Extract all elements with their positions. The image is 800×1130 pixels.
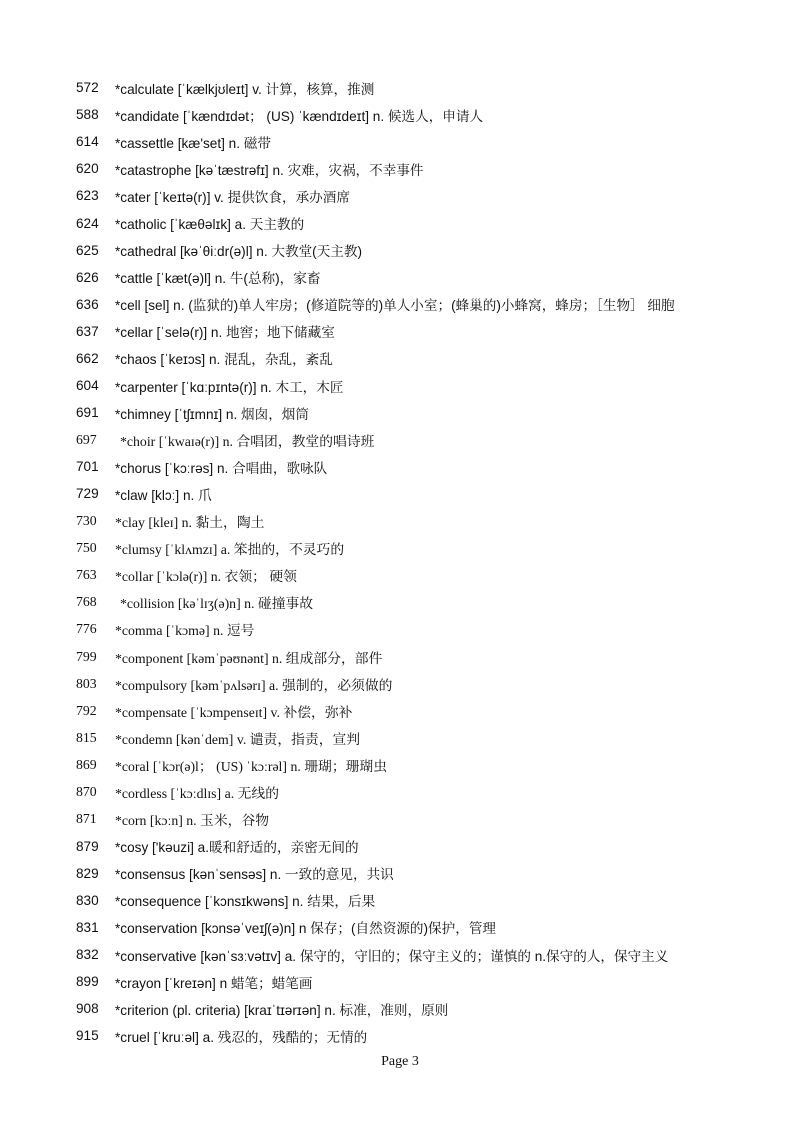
entry-number: 763 (76, 567, 97, 583)
entry-number: 729 (76, 486, 99, 502)
vocab-entry (76, 1022, 776, 1049)
vocab-entry (76, 101, 776, 128)
entry-text: *collar [ˈkɔlə(r)] n. 衣领； 硬领 (115, 569, 297, 585)
entry-text: *condemn [kənˈdem] v. 谴责，指责，宣判 (115, 731, 361, 747)
entry-number: 626 (76, 269, 99, 285)
entry-number: 899 (76, 974, 99, 990)
entry-text: *clay [kleɪ] n. 黏土，陶土 (115, 515, 265, 531)
vocab-entry (76, 453, 776, 480)
entry-number: 803 (76, 675, 97, 691)
vocab-entry (76, 535, 776, 562)
vocab-entry (76, 589, 776, 616)
vocab-entry (76, 209, 776, 236)
vocabulary-list (76, 74, 776, 1049)
entry-text: *candidate [ˈkændɪdət； (US) ˈkændɪdeɪt] n. 候选人，申请人 (115, 108, 484, 124)
entry-number: 871 (76, 811, 97, 827)
entry-number: 750 (76, 540, 97, 556)
vocab-entry (76, 562, 776, 589)
entry-number: 870 (76, 783, 97, 799)
entry-number: 815 (76, 729, 97, 745)
entry-number: 623 (76, 188, 99, 204)
entry-text: *coral [ˈkɔr(ə)l； (US) ˈkɔːrəl] n. 珊瑚；珊瑚虫 (115, 758, 388, 774)
vocab-entry (76, 616, 776, 643)
vocab-entry (76, 128, 776, 155)
vocab-entry (76, 345, 776, 372)
entry-text: *conservation [kɔnsəˈveɪʃ(ə)n] n 保存；(自然资源的)保护，管理 (115, 921, 497, 937)
entry-text: *clumsy [ˈklʌmzɪ] a. 笨拙的，不灵巧的 (115, 542, 345, 558)
entry-text: *cruel [ˈkruːəl] a. 残忍的，残酷的；无情的 (115, 1029, 368, 1045)
entry-number: 832 (76, 947, 99, 963)
entry-number: 830 (76, 892, 99, 908)
vocab-entry (76, 833, 776, 860)
entry-text: *cordless [ˈkɔːdlɪs] a. 无线的 (115, 785, 279, 801)
entry-text: *cell [sel] n. (监狱的)单人牢房；(修道院等的)单人小室；(蜂巢的)小蜂窝，蜂房；［生物］ 细胞 (115, 298, 675, 314)
vocab-entry (76, 751, 776, 778)
entry-text: *corn [kɔːn] n. 玉米，谷物 (115, 813, 270, 829)
entry-text: *cattle [ˈkæt(ə)l] n. 牛(总称)，家畜 (115, 271, 321, 287)
page-number: Page 3 (381, 1054, 419, 1069)
entry-text: *compensate [ˈkɔmpenseɪt] v. 补偿，弥补 (115, 704, 353, 720)
entry-text: *collision [kəˈlɪʒ(ə)n] n. 碰撞事故 (120, 596, 314, 612)
vocab-entry (76, 995, 776, 1022)
entry-text: *claw [klɔː] n. 爪 (115, 487, 212, 503)
entry-text: *catastrophe [kəˈtæstrəfɪ] n. 灾难，灾祸，不幸事件 (115, 162, 424, 178)
entry-number: 829 (76, 865, 99, 881)
vocab-entry (76, 155, 776, 182)
vocab-entry (76, 941, 776, 968)
vocab-entry (76, 643, 776, 670)
entry-text: *carpenter [ˈkɑːpɪntə(r)] n. 木工，木匠 (115, 379, 344, 395)
entry-number: 636 (76, 296, 99, 312)
entry-number: 915 (76, 1028, 99, 1044)
entry-number: 799 (76, 648, 97, 664)
entry-number: 768 (76, 594, 97, 610)
entry-number: 604 (76, 378, 99, 394)
entry-text: *compulsory [kəmˈpʌlsərɪ] a. 强制的，必须做的 (115, 677, 393, 693)
vocab-entry (76, 914, 776, 941)
entry-text: *chimney [ˈtʃɪmnɪ] n. 烟囱，烟筒 (115, 406, 309, 422)
entry-number: 588 (76, 107, 99, 123)
entry-number: 637 (76, 323, 99, 339)
entry-text: *criterion (pl. criteria) [kraɪˈtɪərɪən] n. 标准，准则，原则 (115, 1002, 449, 1018)
vocab-entry (76, 291, 776, 318)
vocab-entry (76, 860, 776, 887)
vocab-entry (76, 806, 776, 833)
vocab-entry (76, 237, 776, 264)
entry-number: 662 (76, 350, 99, 366)
entry-text: *conservative [kənˈsɜːvətɪv] a. 保守的，守旧的；保守主义的；谨慎的 n.保守的人，保守主义 (115, 948, 669, 964)
entry-number: 620 (76, 161, 99, 177)
vocab-entry (76, 399, 776, 426)
entry-text: *component [kəmˈpəʊnənt] n. 组成部分，部件 (115, 650, 383, 666)
entry-text: *cellar [ˈselə(r)] n. 地窖；地下储藏室 (115, 325, 335, 341)
entry-number: 879 (76, 838, 99, 854)
entry-number: 572 (76, 80, 99, 96)
entry-number: 697 (76, 431, 97, 447)
entry-number: 691 (76, 405, 99, 421)
entry-text: *consequence [ˈkɔnsɪkwəns] n. 结果，后果 (115, 894, 376, 910)
entry-text: *cosy ['kəuzi] a.暖和舒适的，亲密无间的 (115, 840, 359, 856)
entry-number: 792 (76, 702, 97, 718)
vocab-entry (76, 182, 776, 209)
vocab-entry (76, 480, 776, 507)
vocab-entry (76, 887, 776, 914)
vocab-entry (76, 697, 776, 724)
vocab-entry (76, 426, 776, 453)
entry-text: *chaos [ˈkeɪɔs] n. 混乱，杂乱，紊乱 (115, 352, 333, 368)
vocab-entry (76, 74, 776, 101)
vocab-entry (76, 778, 776, 805)
entry-number: 869 (76, 756, 97, 772)
vocab-entry (76, 508, 776, 535)
vocab-entry (76, 264, 776, 291)
vocab-entry (76, 670, 776, 697)
entry-number: 831 (76, 919, 99, 935)
entry-number: 908 (76, 1001, 99, 1017)
entry-number: 625 (76, 242, 99, 258)
entry-number: 614 (76, 134, 99, 150)
entry-text: *cathedral [kəˈθiːdr(ə)l] n. 大教堂(天主教) (115, 244, 363, 260)
entry-text: *cater [ˈkeɪtə(r)] v. 提供饮食，承办酒席 (115, 189, 350, 205)
vocab-entry (76, 724, 776, 751)
entry-text: *cassettle [kæ'set] n. 磁带 (115, 135, 271, 151)
entry-text: *crayon [ˈkreɪən] n 蜡笔；蜡笔画 (115, 975, 313, 991)
vocab-entry (76, 318, 776, 345)
entry-text: *calculate [ˈkælkjʊleɪt] v. 计算，核算，推测 (115, 81, 375, 97)
entry-text: *choir [ˈkwaɪə(r)] n. 合唱团，教堂的唱诗班 (120, 433, 375, 449)
entry-text: *consensus [kənˈsensəs] n. 一致的意见，共识 (115, 867, 394, 883)
entry-text: *chorus [ˈkɔːrəs] n. 合唱曲，歌咏队 (115, 460, 328, 476)
entry-text: *catholic [ˈkæθəlɪk] a. 天主教的 (115, 217, 305, 233)
entry-number: 701 (76, 459, 99, 475)
vocab-entry (76, 968, 776, 995)
vocab-entry (76, 372, 776, 399)
entry-number: 730 (76, 513, 97, 529)
entry-text: *comma [ˈkɔmə] n. 逗号 (115, 623, 255, 639)
entry-number: 624 (76, 215, 99, 231)
entry-number: 776 (76, 621, 97, 637)
